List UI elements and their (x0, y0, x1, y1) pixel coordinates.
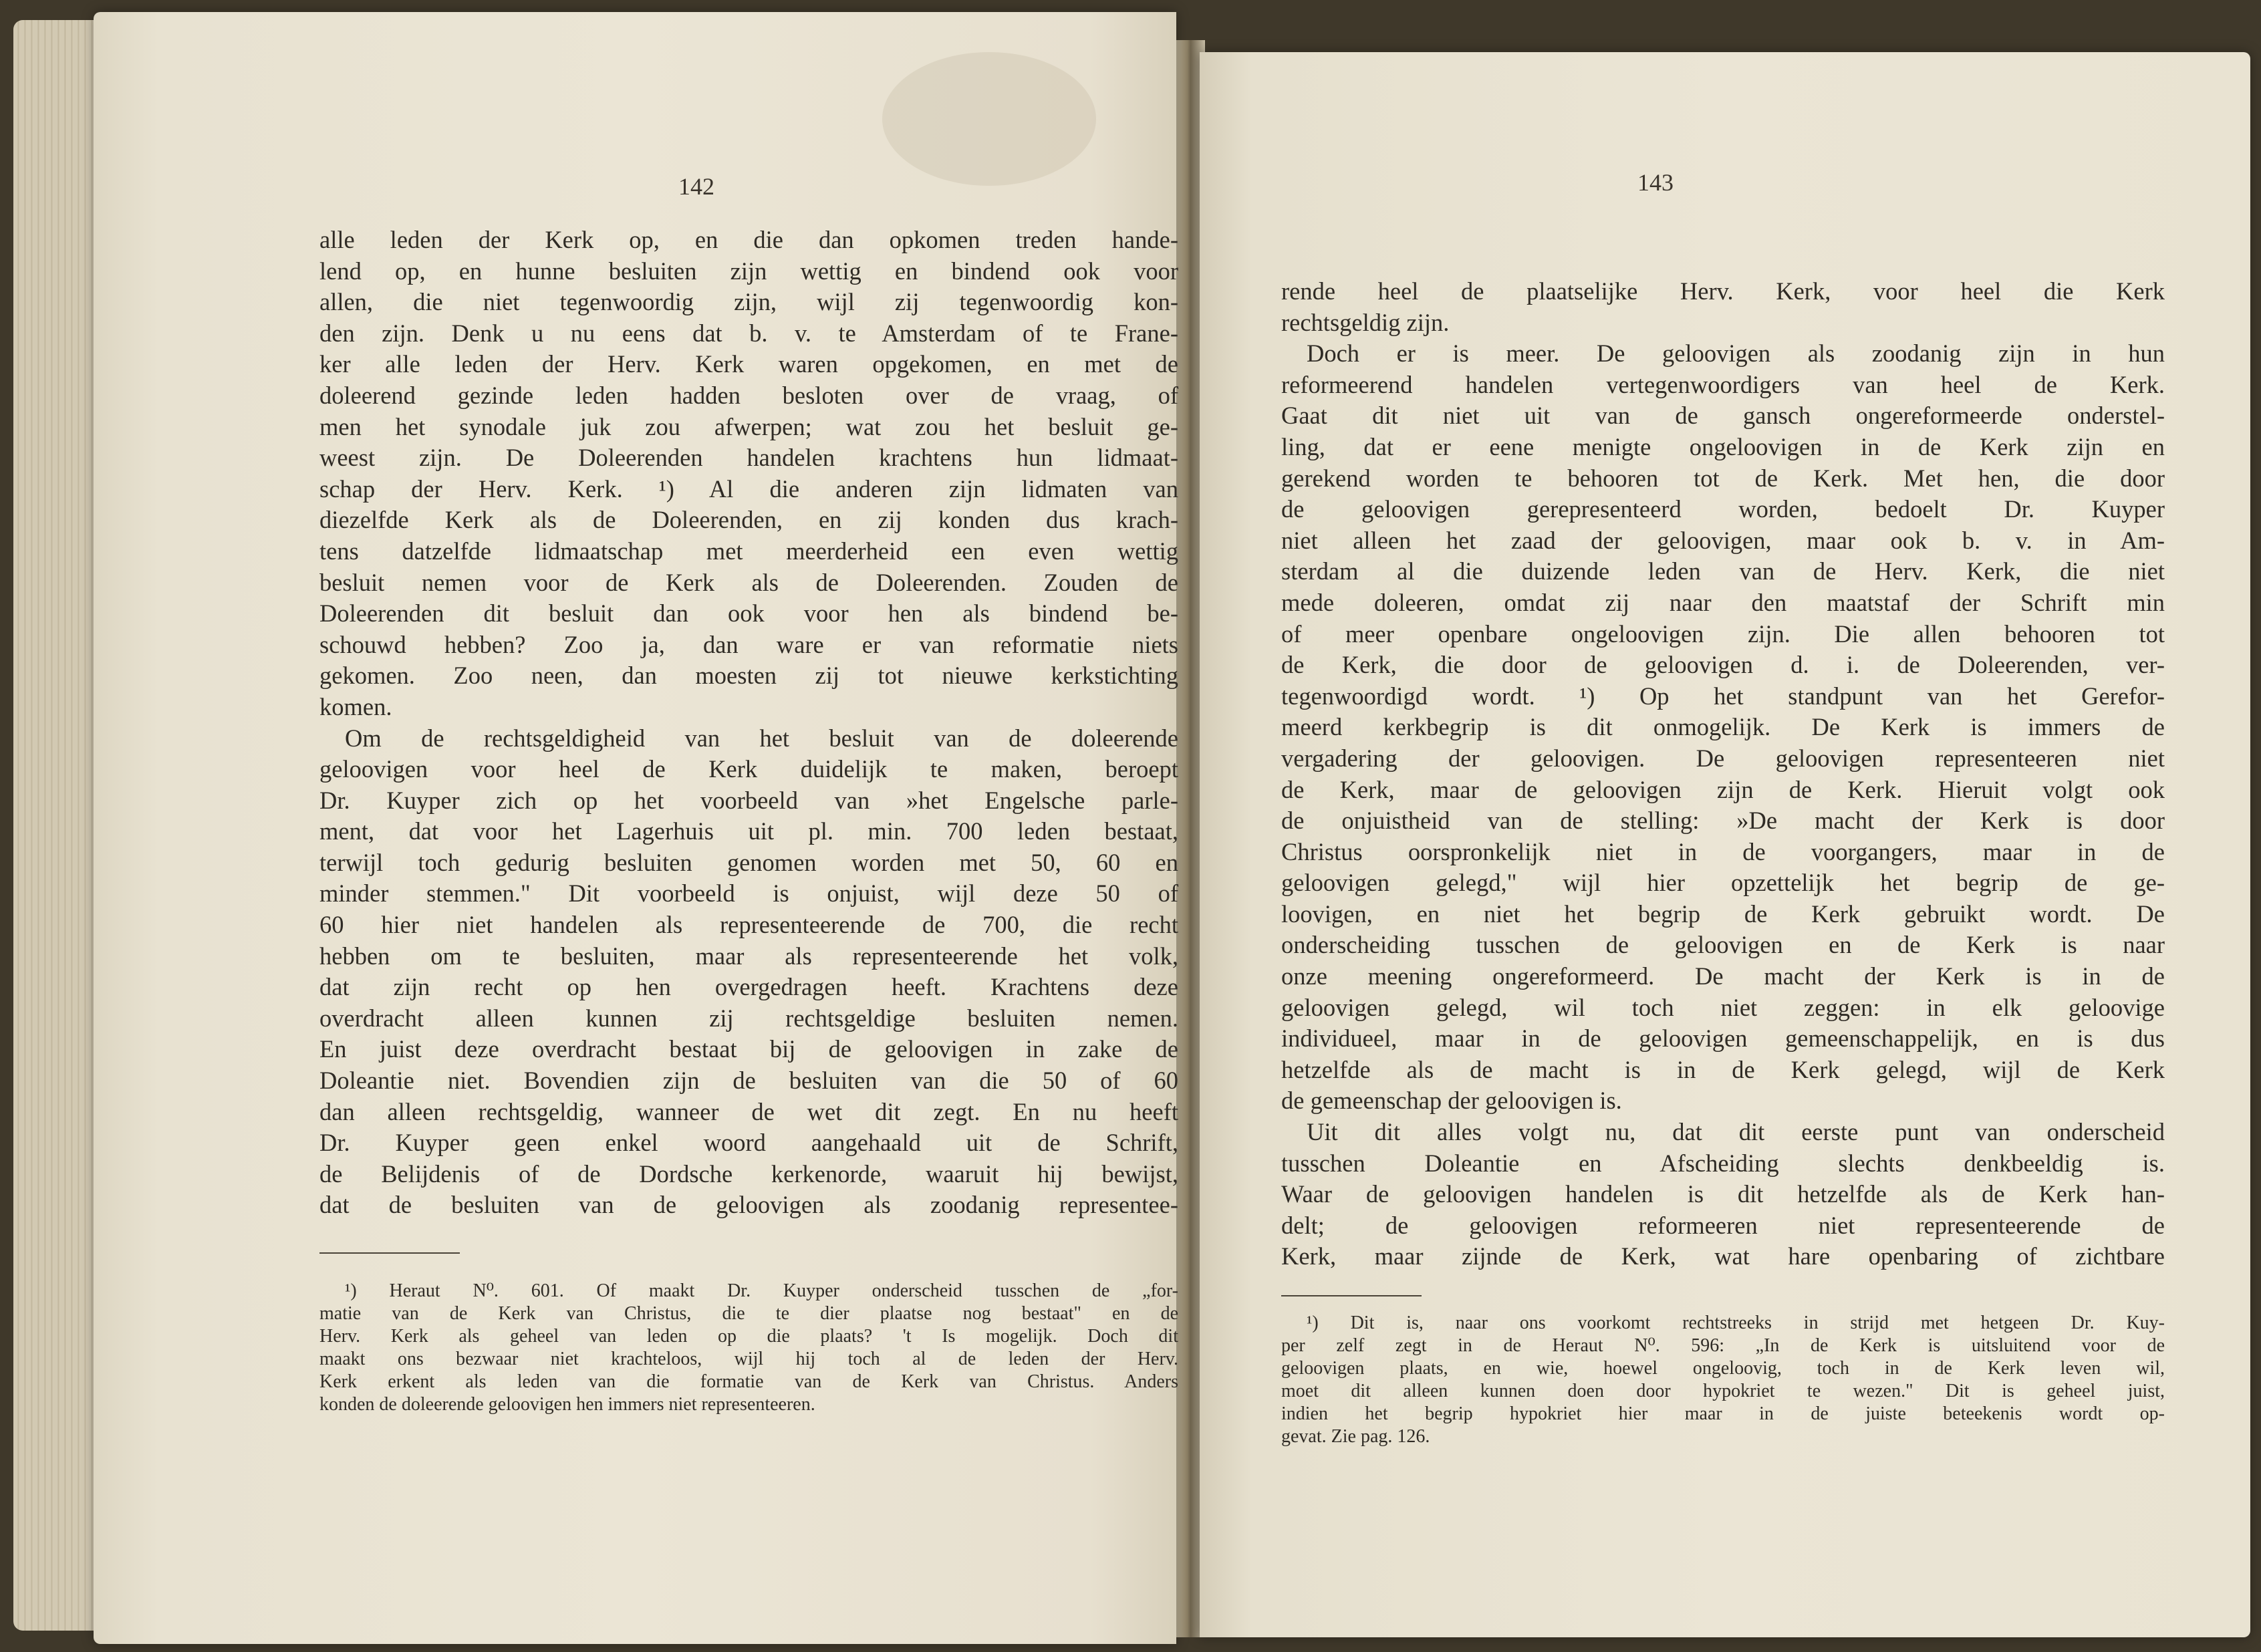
right-page (1200, 52, 2250, 1637)
left-page (94, 12, 1176, 1644)
text-line: ling, dat er eene menigte ongeloovigen in de Kerk zijn en (1281, 432, 2165, 460)
text-line: vergadering der geloovigen. De geloovigen representeeren niet (1281, 744, 2165, 772)
paper-stain (882, 52, 1096, 186)
text-line: sterdam al die duizende leden van de Herv. Kerk, die niet (1281, 557, 2165, 585)
text-line: alle leden der Kerk op, en die dan opkomen treden hande- (319, 226, 1178, 253)
body-text (1281, 276, 2165, 1272)
text-line: de geloovigen gerepresenteerd worden, bedoelt Dr. Kuyper (1281, 495, 2165, 523)
text-line: doleerend gezinde leden hadden besloten over de vraag, of (319, 381, 1178, 409)
text-line: Christus oorspronkelijk niet in de voorgangers, maar in de (1281, 837, 2165, 865)
text-line: rechtsgeldig zijn. (1281, 308, 1450, 336)
text-line: minder stemmen." Dit voorbeeld is onjuist, wijl deze 50 of (319, 879, 1178, 908)
text-line: mede doleeren, omdat zij naar den maatstaf der Schrift min (1281, 588, 2165, 616)
text-line: Uit dit alles volgt nu, dat dit eerste punt van onderscheid (1307, 1118, 2165, 1146)
footnote-rule (319, 1252, 460, 1254)
footnote-rule (1281, 1295, 1422, 1296)
text-line: hebben om te besluiten, maar als representeerende het volk, (319, 942, 1178, 970)
text-line: gerekend worden te behooren tot de Kerk. Met hen, die door (1281, 464, 2165, 492)
footnote (319, 1280, 1178, 1416)
text-line: de onjuistheid van de stelling: »De macht der Kerk is door (1281, 807, 2165, 835)
text-line: de Belijdenis of de Dordsche kerkenorde, waaruit hij bewijst, (319, 1159, 1178, 1188)
text-line: individueel, maar in de geloovigen gemeenschappelijk, en is dus (1281, 1024, 2165, 1053)
text-line: den zijn. Denk u nu eens dat b. v. te Amsterdam of te Frane- (319, 319, 1178, 347)
text-line: diezelfde Kerk als de Doleerenden, en zij konden dus krach- (319, 506, 1178, 534)
text-line: gekomen. Zoo neen, dan moesten zij tot nieuwe kerkstichting (319, 662, 1178, 690)
text-line: Dr. Kuyper zich op het voorbeeld van »het Engelsche parle- (319, 786, 1178, 814)
footnote-line: Kerk erkent als leden van die formatie van de Kerk van Christus. Anders (319, 1371, 1178, 1392)
text-line: men het synodale juk zou afwerpen; wat zou het besluit ge- (319, 412, 1178, 440)
text-line: de Kerk, die door de geloovigen d. i. de Doleerenden, ver- (1281, 651, 2165, 679)
text-line: hetzelfde als de macht is in de Kerk gelegd, wijl de Kerk (1281, 1055, 2165, 1083)
text-line: de Kerk, maar de geloovigen zijn de Kerk. Hieruit volgt ook (1281, 775, 2165, 803)
text-line: schap der Herv. Kerk. ¹) Al die anderen zijn lidmaten van (319, 474, 1178, 503)
text-line: dan alleen rechtsgeldig, wanneer de wet dit zegt. En nu heeft (319, 1097, 1178, 1125)
text-line: geloovigen gelegd, wil toch niet zeggen: in elk geloovige (1281, 993, 2165, 1021)
text-line: ker alle leden der Herv. Kerk waren opgekomen, en met de (319, 350, 1178, 378)
body-text (319, 225, 1178, 1221)
footnote-line: indien het begrip hypokriet hier maar in de juiste beteekenis wordt op- (1281, 1403, 2165, 1424)
text-line: geloovigen gelegd," wijl hier opzettelijk het begrip de ge- (1281, 869, 2165, 897)
text-line: Om de rechtsgeldigheid van het besluit van de doleerende (345, 724, 1178, 752)
footnote-line: per zelf zegt in de Heraut N⁰. 596: „In de Kerk is uitsluitend voor de (1281, 1335, 2165, 1356)
footnote-line: Herv. Kerk als geheel van leden op die plaats? 't Is mogelijk. Doch dit (319, 1326, 1178, 1347)
text-line: ment, dat voor het Lagerhuis uit pl. min. 700 leden bestaat, (319, 817, 1178, 845)
text-line: Doleerenden dit besluit dan ook voor hen als bindend be- (319, 599, 1178, 628)
text-line: tusschen Doleantie en Afscheiding slechts denkbeeldig is. (1281, 1149, 2165, 1177)
footnote-line: ¹) Heraut N⁰. 601. Of maakt Dr. Kuyper onderscheid tusschen de „for- (345, 1280, 1178, 1301)
text-line: Doch er is meer. De geloovigen als zoodanig zijn in hun (1307, 339, 2165, 368)
text-line: dat zijn recht op hen overgedragen heeft. Krachtens deze (319, 973, 1178, 1001)
text-line: overdracht alleen kunnen zij rechtsgeldige besluiten nemen. (319, 1004, 1178, 1032)
text-line: Kerk, maar zijnde de Kerk, wat hare openbaring of zichtbare (1281, 1242, 2165, 1270)
text-line: allen, die niet tegenwoordig zijn, wijl zij tegenwoordig kon- (319, 288, 1178, 316)
text-line: Waar de geloovigen handelen is dit hetzelfde als de Kerk han- (1281, 1180, 2165, 1208)
footnote (1281, 1312, 2165, 1448)
text-line: onze meening ongereformeerd. De macht der Kerk is in de (1281, 962, 2165, 990)
text-line: 60 hier niet handelen als representeerende de 700, die recht (319, 911, 1178, 939)
text-line: onderscheiding tusschen de geloovigen en de Kerk is naar (1281, 931, 2165, 959)
text-line: dat de besluiten van de geloovigen als zoodanig representee- (319, 1191, 1178, 1219)
text-line: komen. (319, 692, 392, 720)
footnote-line: ¹) Dit is, naar ons voorkomt rechtstreeks in strijd met hetgeen Dr. Kuy- (1307, 1313, 2165, 1333)
text-line: loovigen, en niet het begrip de Kerk gebruikt wordt. De (1281, 900, 2165, 928)
footnote-line: konden de doleerende geloovigen hen immers niet representeeren. (319, 1394, 815, 1415)
footnote-line: geloovigen plaats, en wie, hoewel ongeloovig, toch in de Kerk leven wil, (1281, 1358, 2165, 1379)
text-line: rende heel de plaatselijke Herv. Kerk, voor heel die Kerk (1281, 277, 2165, 305)
text-line: lend op, en hunne besluiten zijn wettig en bindend ook voor (319, 257, 1178, 285)
text-line: En juist deze overdracht bestaat bij de geloovigen in zake de (319, 1035, 1178, 1063)
text-line: tens datzelfde lidmaatschap met meerderheid een even wettig (319, 537, 1178, 565)
text-line: Gaat dit niet uit van de gansch ongereformeerde onderstel- (1281, 402, 2165, 430)
text-line: Doleantie niet. Bovendien zijn de besluiten van die 50 of 60 (319, 1067, 1178, 1095)
text-line: de gemeenschap der geloovigen is. (1281, 1087, 1622, 1115)
text-line: terwijl toch gedurig besluiten genomen worden met 50, 60 en (319, 848, 1178, 876)
text-line: geloovigen voor heel de Kerk duidelijk te maken, beroept (319, 755, 1178, 783)
text-line: niet alleen het zaad der geloovigen, maar ook b. v. in Am- (1281, 526, 2165, 554)
footnote-line: maakt ons bezwaar niet krachteloos, wijl hij toch al de leden der Herv. (319, 1349, 1178, 1369)
text-line: besluit nemen voor de Kerk als de Doleerenden. Zouden de (319, 568, 1178, 596)
page-edges (13, 20, 100, 1631)
text-line: meerd kerkbegrip is dit onmogelijk. De Kerk is immers de (1281, 713, 2165, 741)
footnote-line: matie van de Kerk van Christus, die te dier plaatse nog bestaat" en de (319, 1303, 1178, 1324)
footnote-line: gevat. Zie pag. 126. (1281, 1426, 1430, 1447)
text-line: delt; de geloovigen reformeeren niet representeerende de (1281, 1211, 2165, 1239)
text-line: weest zijn. De Doleerenden handelen krachtens hun lidmaat- (319, 444, 1178, 472)
text-line: tegenwoordigd wordt. ¹) Op het standpunt van het Gerefor- (1281, 682, 2165, 710)
text-line: schouwd hebben? Zoo ja, dan ware er van reformatie niets (319, 630, 1178, 658)
text-line: Dr. Kuyper geen enkel woord aangehaald uit de Schrift, (319, 1129, 1178, 1157)
page-number: 143 (1637, 169, 1674, 196)
footnote-line: moet dit alleen kunnen doen door hypokriet te wezen." Dit is geheel juist, (1281, 1381, 2165, 1401)
text-line: reformeerend handelen vertegenwoordigers van heel de Kerk. (1281, 370, 2165, 398)
page-number: 142 (678, 173, 714, 200)
text-line: of meer openbare ongeloovigen zijn. Die allen behooren tot (1281, 620, 2165, 648)
